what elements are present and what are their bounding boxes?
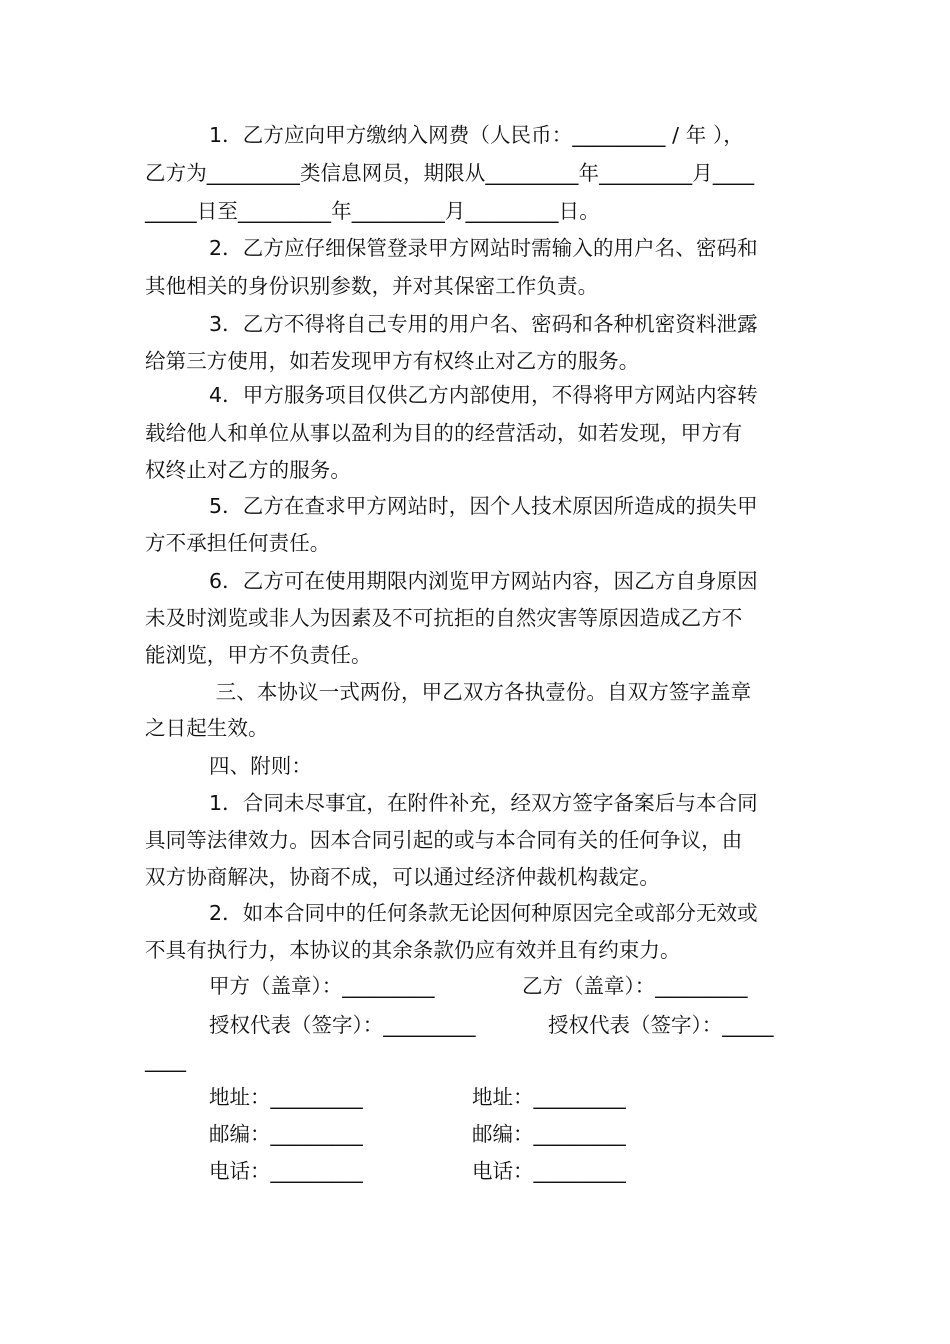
annex-1-line-1: 1．合同未尽事宜，在附件补充，经双方签字备案后与本合同 bbox=[209, 791, 758, 815]
party-a-seal-field: 甲方（盖章）：_________ bbox=[209, 974, 435, 998]
annex-1-line-2: 具同等法律效力。因本合同引起的或与本合同有关的任何争议，由 bbox=[145, 828, 743, 852]
party-a-address-field: 地址：_________ bbox=[209, 1085, 363, 1109]
section-3-line-1: 三、本协议一式两份，甲乙双方各执壹份。自双方签字盖章 bbox=[209, 680, 752, 704]
party-b-rep-field: 授权代表（签字）：_____ bbox=[548, 1013, 774, 1037]
clause-5-line-2: 方不承担任何责任。 bbox=[145, 531, 331, 555]
party-b-seal-field: 乙方（盖章）：_________ bbox=[522, 974, 748, 998]
clause-6-line-3: 能浏览，甲方不负责任。 bbox=[145, 643, 372, 667]
annex-2-line-2: 不具有执行力，本协议的其余条款仍应有效并且有约束力。 bbox=[145, 938, 681, 962]
section-4-heading: 四、附则： bbox=[209, 754, 312, 778]
clause-4-line-1: 4．甲方服务项目仅供乙方内部使用，不得将甲方网站内容转 bbox=[209, 383, 758, 407]
clause-2-line-1: 2．乙方应仔细保管登录甲方网站时需输入的用户名、密码和 bbox=[209, 236, 758, 260]
party-a-rep-field: 授权代表（签字）：_________ bbox=[209, 1013, 476, 1037]
clause-6-line-2: 未及时浏览或非人为因素及不可抗拒的自然灾害等原因造成乙方不 bbox=[145, 606, 743, 630]
clause-4-line-2: 载给他人和单位从事以盈利为目的的经营活动，如若发现，甲方有 bbox=[145, 421, 743, 445]
section-3-line-2: 之日起生效。 bbox=[145, 716, 269, 740]
clause-3-line-1: 3．乙方不得将自己专用的用户名、密码和各种机密资料泄露 bbox=[209, 312, 758, 336]
clause-1-line-1: 1．乙方应向甲方缴纳入网费（人民币：_________ / 年 ）， bbox=[209, 123, 744, 147]
clause-5-line-1: 5．乙方在查求甲方网站时，因个人技术原因所造成的损失甲 bbox=[209, 494, 758, 518]
party-b-postcode-field: 邮编：_________ bbox=[472, 1122, 626, 1146]
party-b-rep-line-wrap: ____ bbox=[145, 1048, 186, 1072]
party-a-phone-field: 电话：_________ bbox=[209, 1159, 363, 1183]
party-a-postcode-field: 邮编：_________ bbox=[209, 1122, 363, 1146]
annex-2-line-1: 2．如本合同中的任何条款无论因何种原因完全或部分无效或 bbox=[209, 901, 758, 925]
party-b-address-field: 地址：_________ bbox=[472, 1085, 626, 1109]
annex-1-line-3: 双方协商解决，协商不成，可以通过经济仲裁机构裁定。 bbox=[145, 865, 660, 889]
clause-1-line-2: 乙方为_________类信息网员，期限从_________年_________月____ bbox=[145, 161, 755, 185]
clause-3-line-2: 给第三方使用，如若发现甲方有权终止对乙方的服务。 bbox=[145, 349, 640, 373]
clause-6-line-1: 6．乙方可在使用期限内浏览甲方网站内容，因乙方自身原因 bbox=[209, 569, 758, 593]
clause-4-line-3: 权终止对乙方的服务。 bbox=[145, 458, 351, 482]
clause-2-line-2: 其他相关的身份识别参数，并对其保密工作负责。 bbox=[145, 274, 599, 298]
party-b-phone-field: 电话：_________ bbox=[472, 1159, 626, 1183]
clause-1-line-3: _____日至_________年_________月_________日。 bbox=[145, 199, 600, 223]
